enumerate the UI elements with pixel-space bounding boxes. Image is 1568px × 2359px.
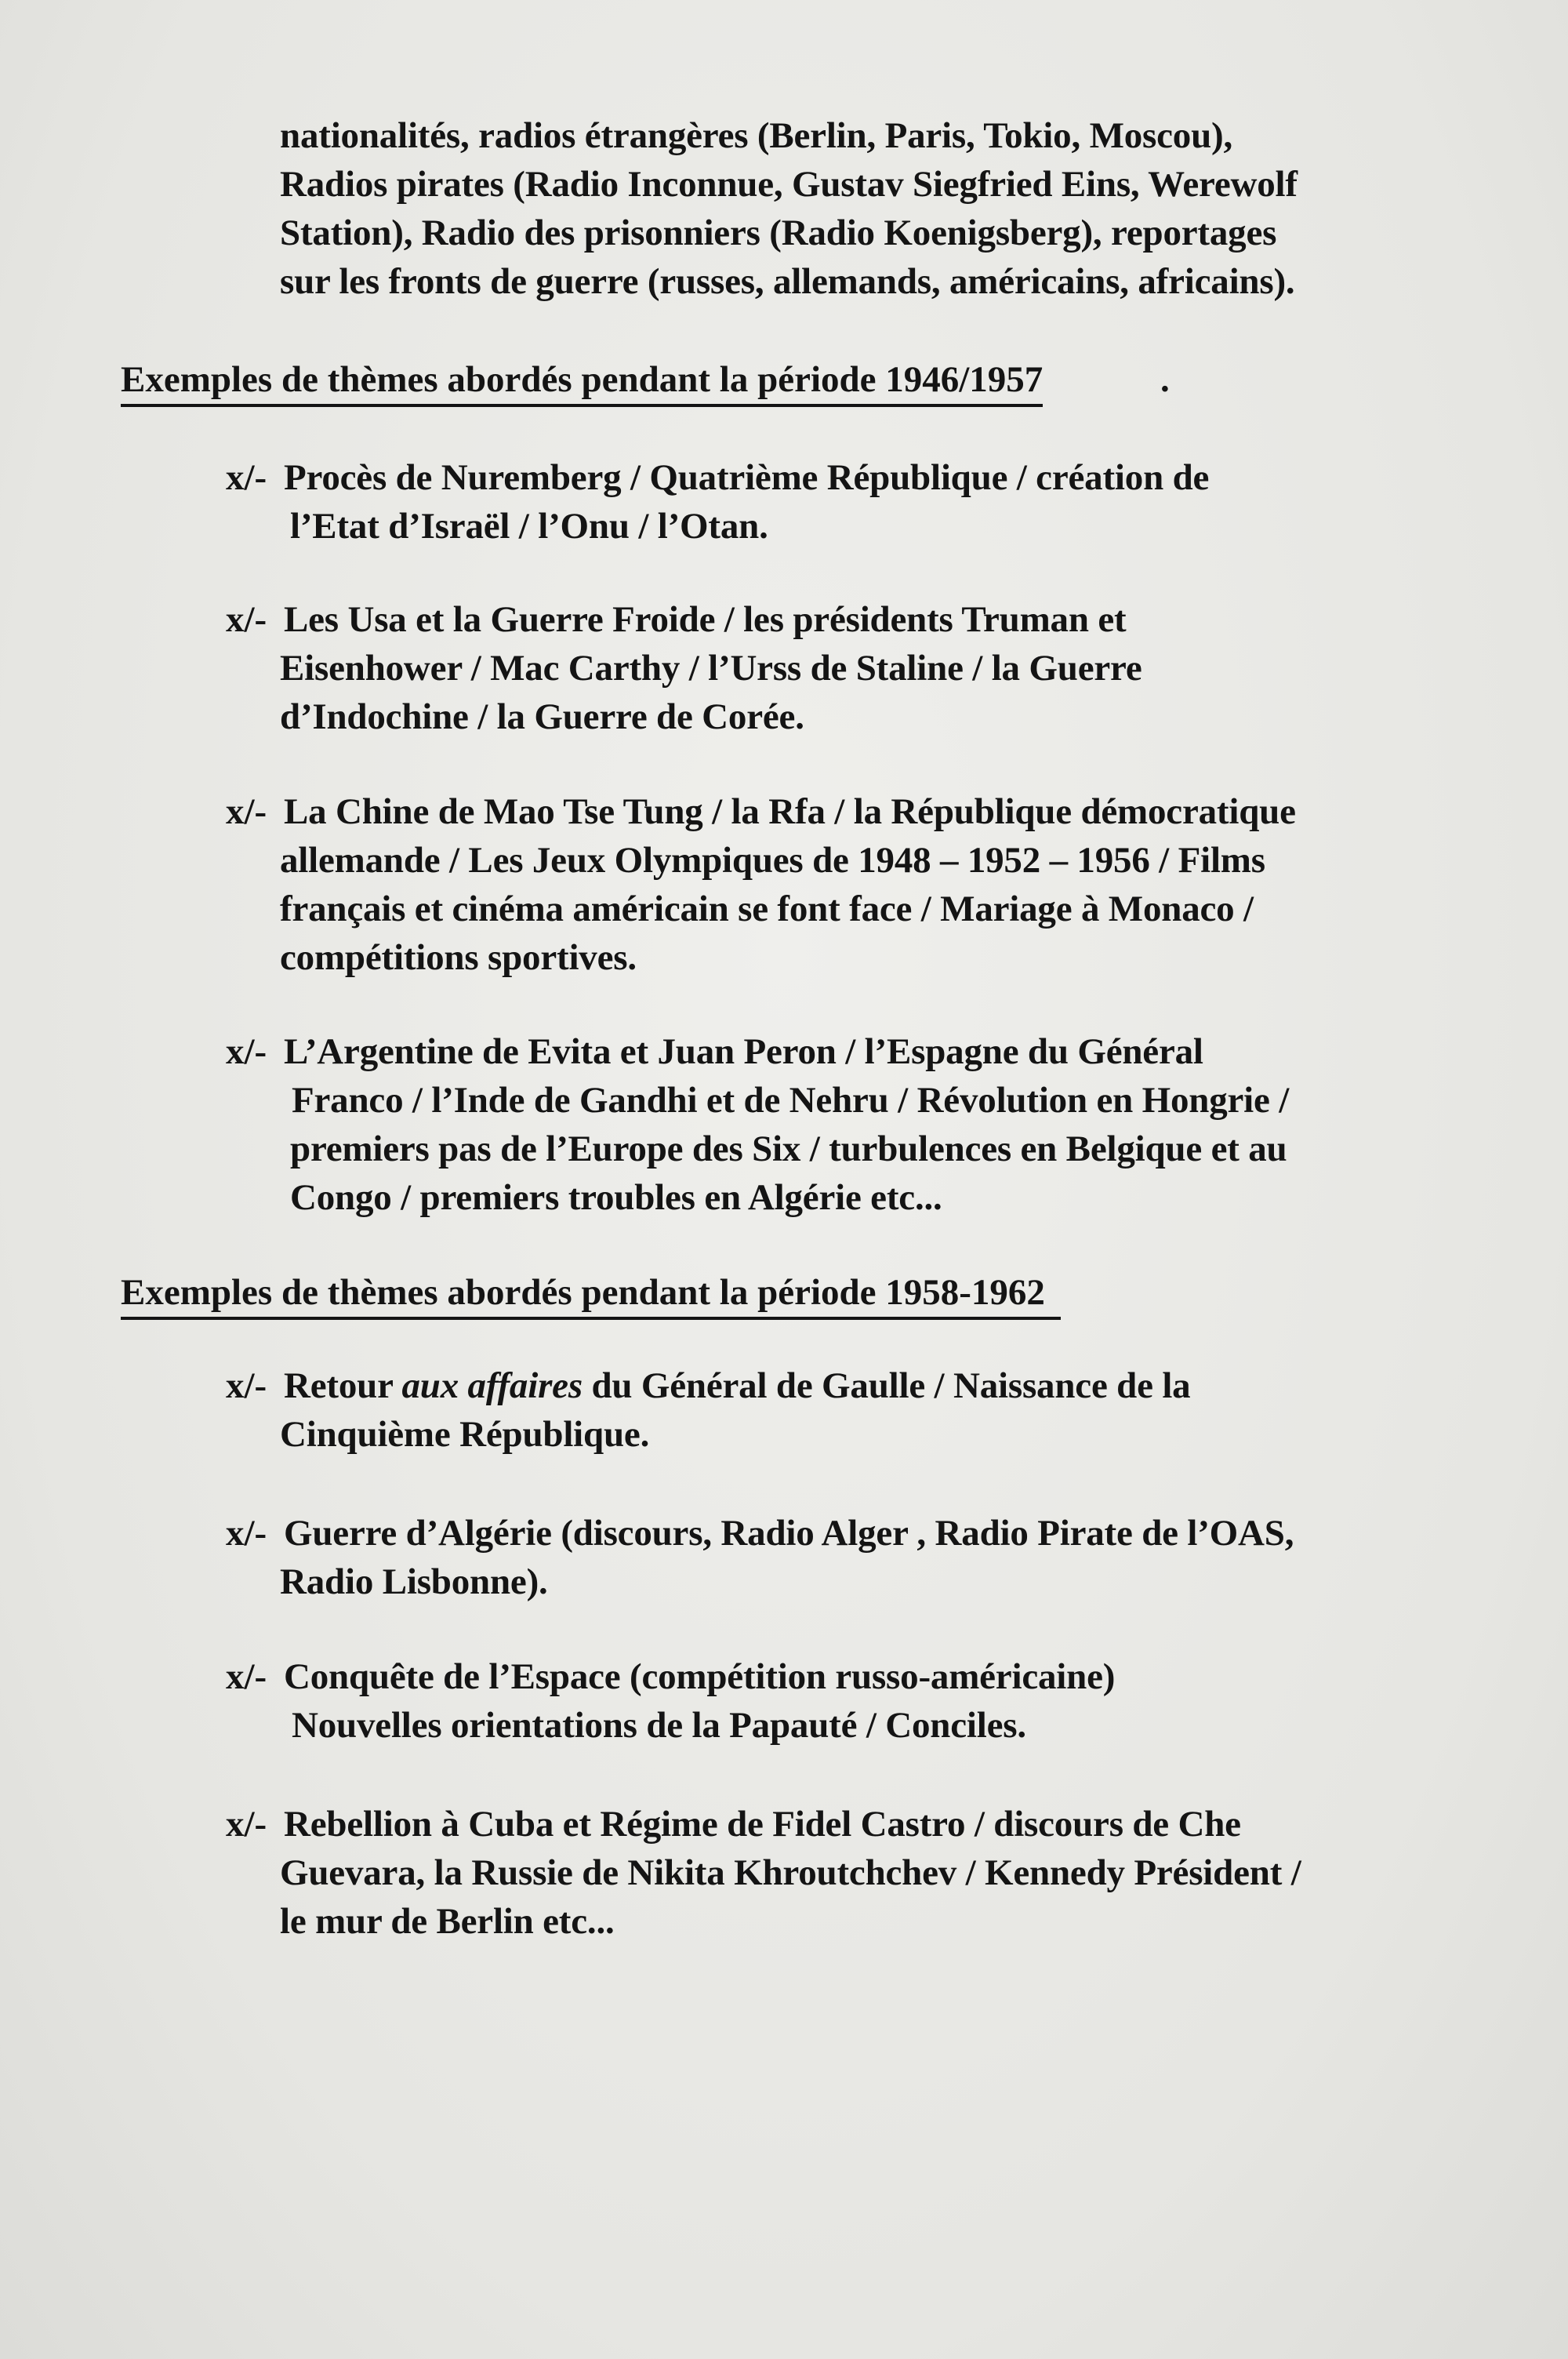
list-item-line: Radio Lisbonne).: [280, 1561, 548, 1602]
text-segment: du Général de Gaulle / Naissance de la: [582, 1365, 1191, 1406]
bullet-marker: x/-: [226, 457, 267, 498]
italic-text-segment: aux affaires: [401, 1365, 583, 1406]
heading-text: Exemples de thèmes abordés pendant la période 1958-1962: [121, 1272, 1045, 1313]
list-item-line: Cinquième République.: [280, 1414, 650, 1455]
list-item-line: premiers pas de l’Europe des Six / turbulences en Belgique et au: [290, 1129, 1287, 1169]
list-item-line: Guerre d’Algérie (discours, Radio Alger , Radio Pirate de l’OAS,: [284, 1513, 1294, 1554]
list-item-line: allemande / Les Jeux Olympiques de 1948 – 1952 – 1956 / Films: [280, 840, 1265, 881]
intro-line: Radios pirates (Radio Inconnue, Gustav Siegfried Eins, Werewolf: [280, 164, 1298, 205]
text-segment: Retour: [284, 1365, 402, 1406]
intro-line: Station), Radio des prisonniers (Radio Koenigsberg), reportages: [280, 213, 1277, 253]
bullet-marker: x/-: [226, 1365, 267, 1406]
bullet-marker: x/-: [226, 791, 267, 832]
heading-text: Exemples de thèmes abordés pendant la période 1946/1957: [121, 359, 1044, 400]
list-item-line: français et cinéma américain se font face / Mariage à Monaco /: [280, 889, 1254, 929]
bullet-marker: x/-: [226, 1513, 267, 1554]
list-item-line: Guevara, la Russie de Nikita Khroutchchev / Kennedy Président /: [280, 1852, 1301, 1893]
list-item-line: Rebellion à Cuba et Régime de Fidel Castro / discours de Che: [284, 1804, 1241, 1845]
section-heading-1958-1962: [121, 1268, 1061, 1320]
intro-line: sur les fronts de guerre (russes, allemands, américains, africains).: [280, 261, 1295, 302]
list-item-line: Franco / l’Inde de Gandhi et de Nehru / Révolution en Hongrie /: [292, 1080, 1290, 1121]
heading-period: .: [1160, 359, 1170, 400]
list-item-line: Les Usa et la Guerre Froide / les présidents Truman et: [284, 599, 1127, 640]
bullet-marker: x/-: [226, 599, 267, 640]
list-item-line: d’Indochine / la Guerre de Corée.: [280, 696, 804, 737]
list-item-line: Eisenhower / Mac Carthy / l’Urss de Staline / la Guerre: [280, 648, 1142, 689]
list-item-line: Procès de Nuremberg / Quatrième République / création de: [284, 457, 1210, 498]
list-item-line: La Chine de Mao Tse Tung / la Rfa / la République démocratique: [284, 791, 1296, 832]
list-item-line: compétitions sportives.: [280, 937, 637, 978]
list-item-line: Congo / premiers troubles en Algérie etc...: [290, 1177, 942, 1218]
intro-line: nationalités, radios étrangères (Berlin, Paris, Tokio, Moscou),: [280, 115, 1233, 156]
list-item-line: le mur de Berlin etc...: [280, 1901, 615, 1942]
bullet-marker: x/-: [226, 1031, 267, 1072]
list-item-line: l’Etat d’Israël / l’Onu / l’Otan.: [290, 506, 768, 547]
list-item-line: [284, 1361, 1190, 1410]
list-item-line: Conquête de l’Espace (compétition russo-américaine): [284, 1656, 1116, 1697]
section-heading-1946-1957: [121, 355, 1043, 407]
list-item-line: Nouvelles orientations de la Papauté / Conciles.: [292, 1705, 1026, 1746]
bullet-marker: x/-: [226, 1656, 267, 1697]
list-item-line: L’Argentine de Evita et Juan Peron / l’Espagne du Général: [284, 1031, 1203, 1072]
bullet-marker: x/-: [226, 1804, 267, 1845]
